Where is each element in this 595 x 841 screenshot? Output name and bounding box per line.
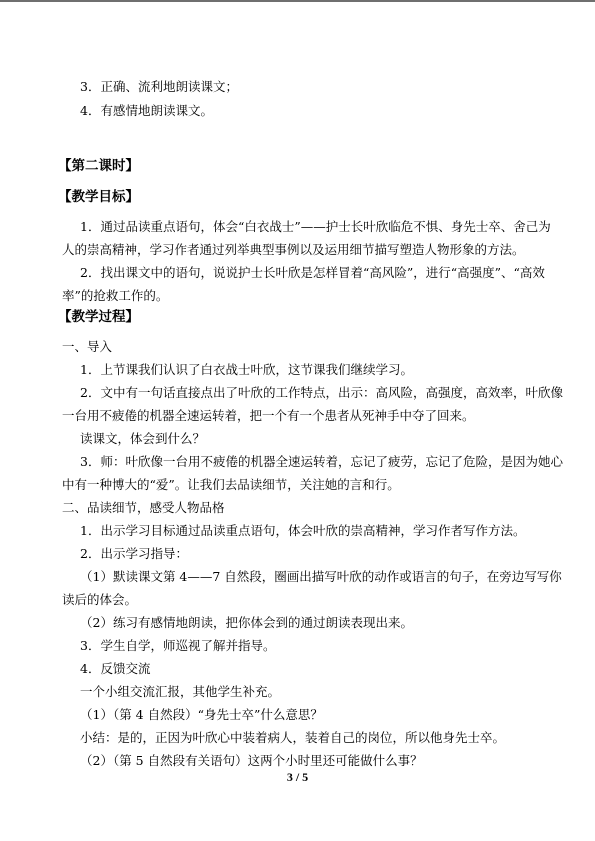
process-line: 读后的体会。	[62, 592, 138, 607]
process-line: （1）（第 4 自然段）“身先士卒”什么意思？	[80, 707, 323, 722]
process-line: 中有一种博大的“爱”。让我们去品读细节，关注她的言和行。	[62, 477, 400, 492]
page-number: 3 / 5	[286, 770, 309, 784]
heading-second-lesson: 【第二课时】	[58, 158, 139, 174]
heading-teaching-process: 【教学过程】	[58, 309, 139, 325]
process-line: 小结：是的，正因为叶欣心中装着病人，装着自己的岗位，所以他身先士卒。	[80, 730, 506, 745]
process-line: （1）默读课文第 4——7 自然段，圈画出描写叶欣的动作或语言的句子，在旁边写写你	[80, 569, 562, 584]
process-line: 读课文，体会到什么？	[80, 431, 206, 446]
process-line: （2）练习有感情地朗读，把你体会到的通过朗读表现出来。	[80, 615, 413, 630]
process-line: 一台用不疲倦的机器全速运转着，把一个有一个患者从死神手中夺了回来。	[62, 408, 475, 423]
process-line: 2．文中有一句话直接点出了叶欣的工作特点，出示：高风险，高强度，高效率，叶欣像	[80, 385, 563, 400]
section-title-intro: 一、导入	[62, 339, 113, 354]
goal-line: 人的崇高精神，学习作者通过列举典型事例以及运用细节描写塑造人物形象的方法。	[62, 242, 525, 257]
heading-teaching-goals: 【教学目标】	[58, 189, 139, 205]
process-line: 1．上节课我们认识了白衣战士叶欣，这节课我们继续学习。	[80, 362, 413, 377]
process-line: 4．反馈交流	[80, 661, 151, 676]
process-line: 3．学生自学，师巡视了解并指导。	[80, 638, 276, 653]
section-title-details: 二、品读细节，感受人物品格	[62, 500, 225, 515]
process-line: （2）（第 5 自然段有关语句）这两个小时里还可能做什么事？	[80, 753, 423, 768]
text-line-4: 4．有感情地朗读课文。	[80, 103, 213, 118]
header-rule	[0, 0, 595, 2]
process-line: 1．出示学习目标通过品读重点语句，体会叶欣的崇高精神，学习作者写作方法。	[80, 523, 526, 538]
goal-line: 2．找出课文中的语句，说说护士长叶欣是怎样冒着“高风险”，进行“高强度”、“高效	[80, 265, 545, 280]
text-line-3: 3．正确、流利地朗读课文；	[80, 79, 238, 94]
process-line: 一个小组交流汇报，其他学生补充。	[80, 684, 281, 699]
process-line: 3．师：叶欣像一台用不疲倦的机器全速运转着，忘记了疲劳，忘记了危险，是因为她心	[80, 454, 563, 469]
goal-line: 1．通过品读重点语句，体会“白衣战士”——护士长叶欣临危不惧、身先士卒、舍己为	[80, 219, 551, 234]
process-line: 2．出示学习指导：	[80, 546, 188, 561]
goal-line: 率”的抢救工作的。	[62, 288, 169, 303]
